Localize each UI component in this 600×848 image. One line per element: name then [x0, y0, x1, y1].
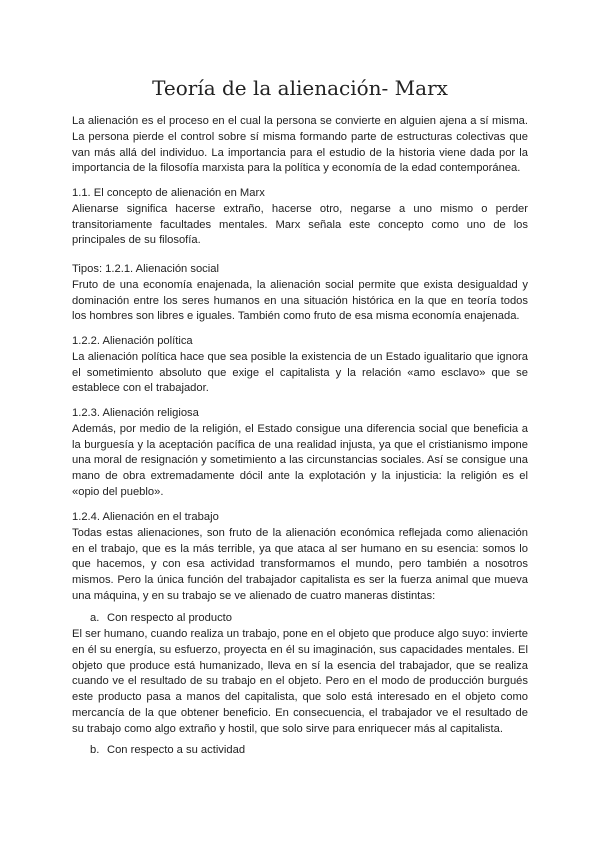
list-item-actividad	[90, 743, 245, 759]
list-item-producto	[90, 611, 232, 627]
intro-paragraph: La alienación es el proceso en el cual la persona se convierte en alguien ajena a sí misma. La persona pierde el control sobre sí misma formando parte de estructuras colectivas que van más allá del individuo. La importancia para el estudio de la historia viene dada por la importancia de la filosofía marxista para la política y economía de la edad contemporánea.	[72, 115, 528, 175]
section-paragraph: Además, por medio de la religión, el Estado consigue una diferencia social que beneficia a la burguesía y la aceptación pacífica de una realidad injusta, ya que el cristianismo impone una moral de resignación y sometimiento a las circunstancias sociales. Así se consigue una mano de obra extremadamente dócil ante la explotación y la injusticia: la religión es el «opio del pueblo».	[72, 422, 528, 498]
list-marker: b.	[90, 744, 100, 756]
page-title: Teoría de la alienación- Marx	[152, 76, 448, 100]
section-heading: 1.1. El concepto de alienación en Marx	[72, 187, 265, 199]
section-alienacion-religiosa	[72, 406, 528, 501]
section-paragraph: Fruto de una economía enajenada, la alienación social permite que exista desigualdad y dominación entre los seres humanos en una situación histórica en la que en teoría todos los hombres son libres e iguales. También como fruto de esa misma economía enajenada.	[72, 278, 528, 323]
section-alienacion-trabajo	[72, 510, 528, 605]
section-heading: 1.2.3. Alienación religiosa	[72, 407, 199, 419]
section-paragraph: Alienarse significa hacerse extraño, hacerse otro, negarse a uno mismo o perder transitoriamente facultades mentales. Marx señala este concepto como uno de los principales de su filosofía.	[72, 202, 528, 247]
section-alienacion-social	[72, 262, 528, 325]
section-paragraph: Todas estas alienaciones, son fruto de la alienación económica reflejada como alienación en el trabajo, que es la más terrible, ya que ataca al ser humano en su esencia: somos lo que hacemos, y con esa actividad transformamos el mundo, pero también a nosotros mismos. Pero la única función del trabajador capitalista es ser la fuerza animal que mueva una máquina, y en su trabajo se ve alienado de cuatro maneras distintas:	[72, 526, 528, 602]
section-alienacion-politica	[72, 334, 528, 397]
section-heading: 1.2.2. Alienación política	[72, 335, 193, 347]
list-marker: a.	[90, 612, 100, 624]
section-paragraph: La alienación política hace que sea posible la existencia de un Estado igualitario que ignora el sometimiento absoluto que exige el capitalista y la relación «amo esclavo» que se establece con el trabajador.	[72, 350, 528, 395]
section-heading: Tipos: 1.2.1. Alienación social	[72, 263, 219, 275]
list-item-paragraph: El ser humano, cuando realiza un trabajo, pone en el objeto que produce algo suyo: invierte en él su energía, su esfuerzo, proyecta en él su imaginación, sus capacidades mentales. El objeto que produce está humanizado, lleva en sí la esencia del trabajador, que se realiza cuando ve el resultado de su trabajo en el objeto. Pero en el modo de producción burgués este producto pasa a manos del capitalista, que solo está interesado en el objeto como mercancía de la que obtener beneficio. En consecuencia, el trabajador ve el resultado de su trabajo como algo extraño y hostil, que solo sirve para enriquecer más al capitalista.	[72, 628, 528, 735]
section-heading: 1.2.4. Alienación en el trabajo	[72, 511, 219, 523]
list-item-label: Con respecto al producto	[107, 612, 233, 624]
section-concepto	[72, 186, 528, 249]
list-item-label: Con respecto a su actividad	[107, 744, 246, 756]
